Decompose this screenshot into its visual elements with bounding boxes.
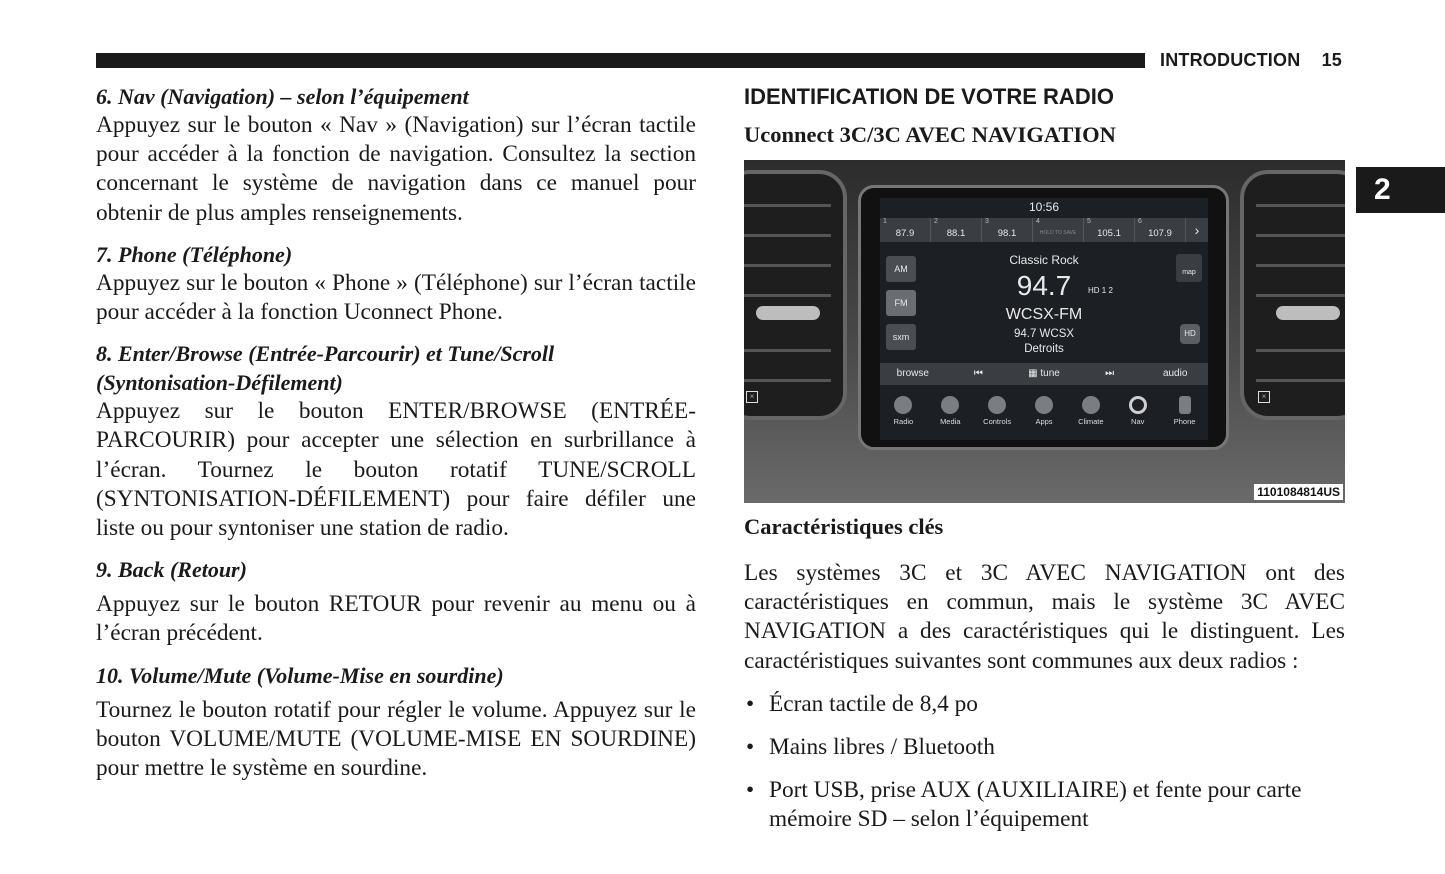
station-city: Detroits <box>1024 343 1064 355</box>
right-column <box>744 82 1345 150</box>
right-hazard-icon: × <box>1258 391 1270 403</box>
browse-button[interactable]: browse <box>896 368 929 379</box>
am-button[interactable]: AM <box>886 256 916 282</box>
control-bar <box>880 363 1208 385</box>
climate-icon <box>1082 396 1100 414</box>
header-rule <box>96 53 1145 68</box>
vent-knob <box>756 306 820 320</box>
preset-button[interactable]: 3 98.1 <box>982 218 1033 242</box>
features-list <box>744 690 1345 835</box>
phone-icon <box>1179 396 1191 414</box>
left-air-vent <box>744 170 847 420</box>
call-sign: WCSX-FM <box>1005 306 1083 323</box>
list-item: • Écran tactile de 8,4 po <box>744 690 1345 719</box>
page-number: 15 <box>1321 50 1343 70</box>
features-title: Caractéristiques clés <box>744 514 944 539</box>
hd-channel: HD 1 2 <box>1088 286 1113 295</box>
figure-part-number: 1101084814US <box>1254 484 1343 500</box>
list-item: • Port USB, prise AUX (AUXILIAIRE) et fente pour carte mémoire SD – selon l’équipement <box>744 776 1345 834</box>
preset-button[interactable]: 5 105.1 <box>1084 218 1135 242</box>
sxm-button[interactable]: sxm <box>886 324 916 350</box>
dock-radio[interactable]: Radio <box>880 392 927 438</box>
preset-button[interactable]: 1 87.9 <box>880 218 931 242</box>
clock: 10:56 <box>1028 200 1060 214</box>
genre: Classic Rock <box>1009 253 1079 267</box>
list-item: • Mains libres / Bluetooth <box>744 733 1345 762</box>
left-hazard-icon: × <box>746 391 758 403</box>
preset-button[interactable]: 6 107.9 <box>1135 218 1186 242</box>
tune-button[interactable]: ▦ tune <box>1028 368 1060 379</box>
media-icon <box>941 396 959 414</box>
item-body: Appuyez sur le bouton « Nav » (Navigation) sur l’écran tactile pour accéder à la fonction de navigation. Consultez la section concernant le système de navigation dans ce manuel pour obtenir de plus amples renseignements. <box>96 112 696 226</box>
item-body: Appuyez sur le bouton ENTER/BROWSE (ENTRÉE-PARCOURIR) pour accepter une sélection en surbrillance à l’écran. Tournez le bouton rotatif TUNE/SCROLL (SYNTONISATION-DÉFILEMENT) pour faire défiler une liste ou pour syntoniser une station de radio. <box>96 398 696 542</box>
radio-icon <box>894 396 912 414</box>
seek-back-icon[interactable]: ⏮ <box>973 368 983 379</box>
dock-phone[interactable]: Phone <box>1161 392 1208 438</box>
fm-button[interactable]: FM <box>886 290 916 316</box>
app-dock <box>880 392 1208 438</box>
right-air-vent <box>1240 170 1345 420</box>
audio-button[interactable]: audio <box>1162 368 1188 379</box>
running-head <box>1160 50 1342 71</box>
seek-forward-icon[interactable]: ⏭ <box>1105 368 1115 379</box>
dock-media[interactable]: Media <box>927 392 974 438</box>
dock-controls[interactable]: Controls <box>974 392 1021 438</box>
item-body: Tournez le bouton rotatif pour régler le volume. Appuyez sur le bouton VOLUME/MUTE (VOLUME-MISE EN SOURDINE) pour mettre le système en sourdine. <box>96 696 696 782</box>
left-column <box>96 82 696 783</box>
controls-icon <box>988 396 1006 414</box>
features-block <box>744 512 1345 835</box>
station-name: 94.7 WCSX <box>1013 328 1075 340</box>
item-heading: 10. Volume/Mute (Volume-Mise en sourdine) <box>96 662 504 688</box>
preset-bar <box>880 218 1208 242</box>
dock-apps[interactable]: Apps <box>1021 392 1068 438</box>
figure-subtitle: Uconnect 3C/3C AVEC NAVIGATION <box>744 122 1116 147</box>
hd-button[interactable]: HD <box>1180 324 1200 344</box>
apps-icon <box>1035 396 1053 414</box>
radio-figure <box>744 160 1345 503</box>
section-name: INTRODUCTION <box>1160 50 1301 70</box>
item-heading: 6. Nav (Navigation) – selon l’équipement <box>96 84 469 109</box>
radio-screen <box>880 198 1208 440</box>
next-presets-icon[interactable]: › <box>1194 222 1200 238</box>
section-title: IDENTIFICATION DE VOTRE RADIO <box>744 84 1114 109</box>
preset-button[interactable]: 4 HOLD TO SAVE <box>1033 218 1084 242</box>
item-heading: 9. Back (Retour) <box>96 557 247 583</box>
dock-nav[interactable]: Nav <box>1114 392 1161 438</box>
frequency: 94.7 <box>1016 270 1072 301</box>
item-heading: 7. Phone (Téléphone) <box>96 241 293 267</box>
item-body: Appuyez sur le bouton RETOUR pour revenir au menu ou à l’écran précédent. <box>96 591 696 647</box>
dock-climate[interactable]: Climate <box>1067 392 1114 438</box>
vent-knob <box>1276 306 1340 320</box>
preset-button[interactable]: 2 88.1 <box>931 218 982 242</box>
nav-icon <box>1129 396 1147 414</box>
item-heading: 8. Enter/Browse (Entrée-Parcourir) et Tune/Scroll (Syntonisation-Défilement) <box>96 341 555 396</box>
item-body: Appuyez sur le bouton « Phone » (Téléphone) sur l’écran tactile pour accéder à la fonction Uconnect Phone. <box>96 269 696 326</box>
features-intro: Les systèmes 3C et 3C AVEC NAVIGATION ont des caractéristiques en commun, mais le système 3C AVEC NAVIGATION a des caractéristiques qui le distinguent. Les caractéristiques suivantes sont communes aux deux radios : <box>744 560 1345 674</box>
map-button[interactable]: map <box>1176 254 1202 282</box>
chapter-tab: 2 <box>1356 167 1445 213</box>
